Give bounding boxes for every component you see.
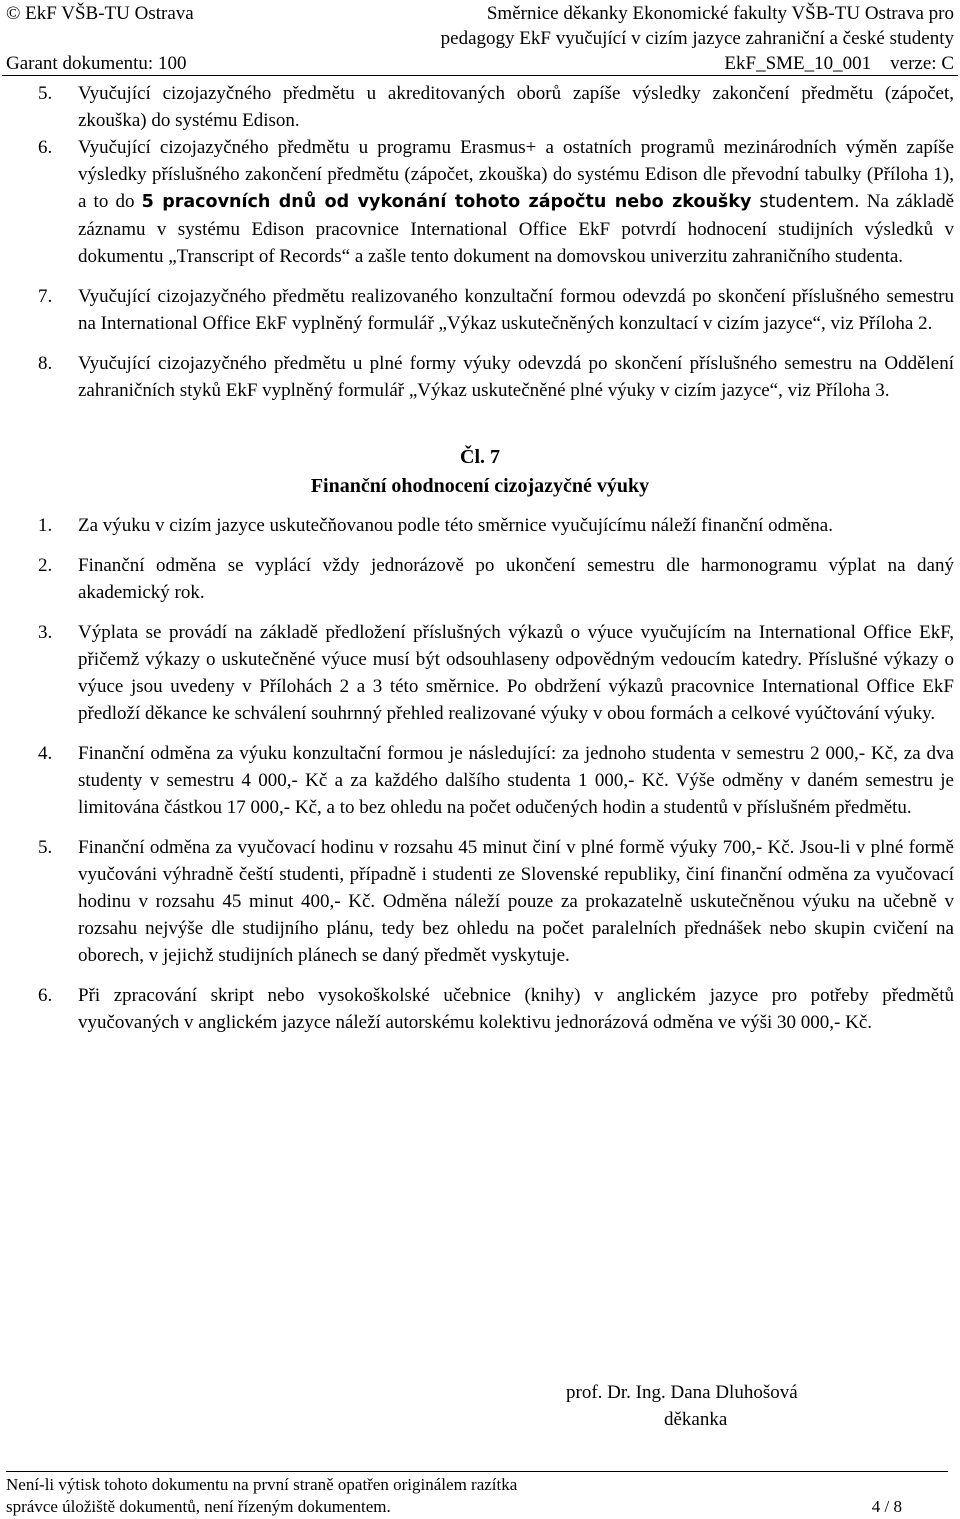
item-number: 2. <box>38 555 53 576</box>
header-title-line-2: pedagogy EkF vyučující v cizím jazyce zahraniční a české studenty <box>440 28 954 49</box>
item-number: 6. <box>38 137 53 158</box>
page-footer <box>6 1474 954 1518</box>
item-number: 5. <box>38 837 53 858</box>
item-text: Vyučující cizojazyčného předmětu u akreditovaných oborů zapíše výsledky zakončení předmětu (zápočet, zkouška) do systému Edison. <box>78 83 954 131</box>
list-item-5 <box>38 80 954 134</box>
footer-rule <box>6 1471 948 1472</box>
item-text: Za výuku v cizím jazyce uskutečňovanou podle této směrnice vyučujícímu náleží finanční odměna. <box>78 515 833 536</box>
list-obligations <box>38 80 954 404</box>
item-text: Vyučující cizojazyčného předmětu realizovaného konzultační formou odevzdá po skončení příslušného semestru na International Office EkF vyplněný formulář „Výkaz uskutečněných konzultací v cizím jazyce“, viz Příloha 2. <box>78 286 954 334</box>
item-text: Finanční odměna za výuku konzultační formou je následující: za jednoho studenta v semestru 2 000,- Kč, za dva studenty v semestru 4 000,- Kč a za každého dalšího studenta 1 000,- Kč. Výše odměny v daném semestru je limitována částkou 17 000,- Kč, a to bez ohledu na počet odučených hodin a studentů v příslušném předmětu. <box>78 743 954 818</box>
item-text-part: Vyučující cizojazyčného předmětu u programu Erasmus+ a ostatních programů mezinárodních výměn zapíše výsledky příslušného zakončení předmětu (zápočet, zkouška) do systému Edison dle převodní tabulky (Příloha 1), a to do <box>78 137 954 212</box>
item-text <box>78 137 954 267</box>
document-body <box>38 80 954 1036</box>
item-text: Při zpracování skript nebo vysokoškolské učebnice (knihy) v anglickém jazyce pro potřeby předmětů vyučovaných v anglickém jazyce náleží autorskému kolektivu jednorázová odměna ve výši 30 000,- Kč. <box>78 985 954 1033</box>
item-text-part: studentem. <box>751 192 860 212</box>
deadline-emphasis: 5 pracovních dnů od vykonání tohoto zápočtu nebo zkoušky <box>141 192 752 212</box>
signature-name: prof. Dr. Ing. Dana Dluhošová <box>566 1382 798 1403</box>
item-text-part: Na základě záznamu v systému Edison pracovnice International Office EkF potvrdí hodnocení studijních výsledků v dokumentu „Transcript of Records“ a zašle tento dokument na domovskou univerzitu zahraničního studenta. <box>78 191 955 267</box>
section-title: Finanční ohodnocení cizojazyčné výuky <box>310 475 650 497</box>
header-rule <box>2 75 958 76</box>
item-number: 7. <box>38 286 53 307</box>
item-number: 8. <box>38 353 53 374</box>
item-number: 1. <box>38 515 53 536</box>
list-item-6 <box>38 134 954 270</box>
signature-role: děkanka <box>664 1409 728 1430</box>
header-row-2 <box>6 27 954 51</box>
list-item-1 <box>38 512 954 539</box>
list-item-5b <box>38 834 954 969</box>
list-remuneration <box>38 512 954 1036</box>
footer-row-2 <box>6 1496 954 1518</box>
item-text: Finanční odměna za vyučovací hodinu v rozsahu 45 minut činí v plné formě výuky 700,- Kč. Jsou-li v plné formě vyučováni výhradně čeští studenti, případně i studenti ze Slovenské republiky, činí finanční odměna za vyučovací hodinu v rozsahu 45 minut 400,- Kč. Odměna náleží pouze za prokazatelně uskutečněnou výuku na učebně v rozsahu nejvýše dle studijního plánu, tedy bez ohledu na počet paralelních přednášek nebo skupin cvičení na oborech, v jejichž studijních plánech se daný předmět vyskytuje. <box>78 837 954 966</box>
page-number: 4 / 8 <box>871 1497 902 1516</box>
footer-note-line-2: správce úložiště dokumentů, není řízeným dokumentem. <box>6 1497 391 1516</box>
footer-note-line-1: Není-li výtisk tohoto dokumentu na první straně opatřen originálem razítka <box>6 1475 518 1494</box>
header-row-1 <box>6 2 954 26</box>
item-text: Vyučující cizojazyčného předmětu u plné formy výuky odevzdá po skončení příslušného semestru na Oddělení zahraničních styků EkF vyplněný formulář „Výkaz uskutečněné plné výuky v cizím jazyce“, viz Příloha 3. <box>78 353 954 401</box>
header-copyright: © EkF VŠB-TU Ostrava <box>6 3 194 24</box>
item-number: 3. <box>38 622 53 643</box>
section-number: Čl. 7 <box>460 446 500 468</box>
list-item-3 <box>38 619 954 727</box>
item-text: Výplata se provádí na základě předložení příslušných výkazů o výuce vyučujícím na International Office EkF, přičemž výkazy o uskutečněné výuce musí být odsouhlaseny odpovědným vedoucím katedry. Příslušné výkazy o výuce jsou uvedeny v Přílohách 2 a 3 této směrnice. Po obdržení výkazů pracovnice International Office EkF předloží děkance ke schválení souhrnný přehled realizované výuky v obou formách a celkové vyúčtování výuky. <box>78 622 954 724</box>
list-item-8 <box>38 350 954 404</box>
item-number: 5. <box>38 83 53 104</box>
item-number: 6. <box>38 985 53 1006</box>
header-doc-code: EkF_SME_10_001 verze: C <box>724 53 954 74</box>
list-item-6b <box>38 982 954 1036</box>
list-item-4 <box>38 740 954 821</box>
header-row-3 <box>6 52 954 76</box>
list-item-2 <box>38 552 954 606</box>
item-number: 4. <box>38 743 53 764</box>
list-item-7 <box>38 283 954 337</box>
item-text: Finanční odměna se vyplácí vždy jednorázově po ukončení semestru dle harmonogramu výplat na daný akademický rok. <box>78 555 954 603</box>
header-guarantor: Garant dokumentu: 100 <box>6 53 187 74</box>
header-title-line-1: Směrnice děkanky Ekonomické fakulty VŠB-TU Ostrava pro <box>486 3 954 24</box>
page-header <box>0 2 960 74</box>
